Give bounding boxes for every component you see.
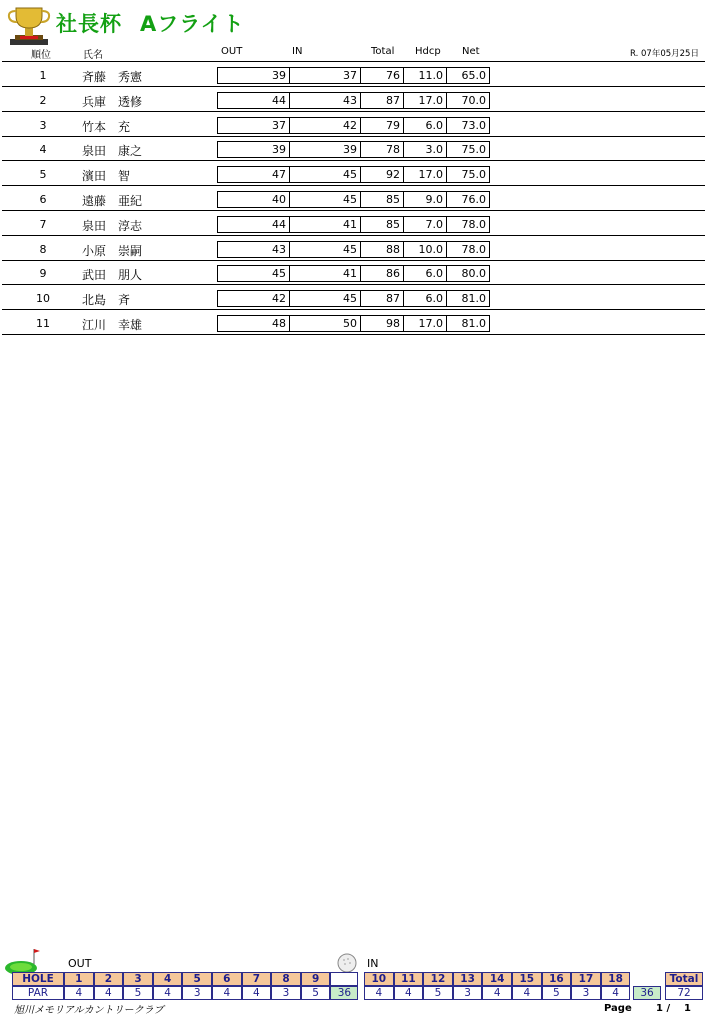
rank-cell: 4 (39, 143, 47, 157)
hdcp-cell: 6.0 (403, 117, 447, 134)
net-cell: 78.0 (446, 216, 490, 233)
result-row (0, 260, 715, 285)
par-value-cell: 4 (601, 986, 631, 1000)
hdcp-cell: 17.0 (403, 166, 447, 183)
rank-cell: 11 (36, 317, 50, 330)
col-net: Net (462, 46, 480, 57)
col-hdcp: Hdcp (415, 46, 441, 57)
rank-cell: 8 (39, 242, 47, 256)
result-row (0, 136, 715, 161)
net-cell: 81.0 (446, 315, 490, 332)
par-value-cell: 4 (242, 986, 272, 1000)
par-value-cell: 4 (212, 986, 242, 1000)
hole-number-cell: 8 (271, 972, 301, 986)
player-name-cell: 北島 斉 (82, 293, 131, 308)
hole-number-cell: 15 (512, 972, 542, 986)
par-value-cell: 5 (123, 986, 153, 1000)
rank-cell: 6 (39, 193, 47, 206)
page-total: 1 (684, 1003, 692, 1014)
total-cell: 86 (360, 265, 404, 282)
par-value-cell: 3 (571, 986, 601, 1000)
par-value-cell: 4 (364, 986, 394, 1000)
result-row (0, 161, 715, 186)
player-name-cell: 江川 幸雄 (82, 318, 143, 332)
row-divider (2, 334, 705, 335)
player-name-cell: 泉田 康之 (82, 144, 143, 159)
page-current: 1 (656, 1003, 663, 1014)
report-date: R. 07年05月25日 (630, 49, 699, 59)
result-row (0, 87, 715, 112)
col-total: Total (371, 46, 395, 57)
hole-number-cell: 14 (482, 972, 512, 986)
in-cell: 41 (289, 265, 361, 282)
player-name-cell: 竹本 充 (82, 119, 131, 134)
total-cell: 87 (360, 92, 404, 109)
column-headers (0, 46, 715, 60)
net-cell: 76.0 (446, 191, 490, 208)
report-header (0, 0, 715, 44)
rank-cell: 9 (39, 267, 47, 281)
par-value-cell: 4 (394, 986, 424, 1000)
out-cell: 39 (217, 67, 290, 84)
par-value-cell: 4 (512, 986, 542, 1000)
hdcp-cell: 9.0 (403, 191, 447, 208)
result-row (0, 236, 715, 261)
total-cell: 88 (360, 241, 404, 258)
out-cell: 39 (217, 141, 290, 158)
rank-cell: 5 (39, 168, 47, 182)
in-cell: 42 (289, 117, 361, 134)
hole-number-cell: 4 (153, 972, 183, 986)
out-cell: 37 (217, 117, 290, 134)
rank-cell: 2 (39, 93, 47, 107)
rank-cell: 1 (39, 69, 47, 82)
col-rank: 順位 (31, 50, 51, 61)
out-cell: 45 (217, 265, 290, 282)
hole-number-cell: 9 (301, 972, 331, 986)
hdcp-cell: 3.0 (403, 141, 447, 158)
total-cell: 85 (360, 216, 404, 233)
net-cell: 80.0 (446, 265, 490, 282)
player-name-cell: 遠藤 亜紀 (82, 194, 143, 208)
in-par-sum-cell: 36 (633, 986, 661, 1000)
par-value-cell: 5 (542, 986, 572, 1000)
in-cell: 45 (289, 241, 361, 258)
page-separator: / (666, 1003, 671, 1014)
total-cell: 92 (360, 166, 404, 183)
par-value-cell: 4 (64, 986, 94, 1000)
out-cell: 40 (217, 191, 290, 208)
scorecard-footer (0, 940, 715, 1024)
title-flight: Aフライト (140, 12, 245, 36)
club-name: 旭川メモリアルカントリークラブ (14, 1005, 164, 1016)
result-row (0, 186, 715, 211)
out-cell: 43 (217, 241, 290, 258)
par-value-cell: 3 (182, 986, 212, 1000)
hole-number-cell: 11 (394, 972, 424, 986)
par-value-cell: 5 (301, 986, 331, 1000)
player-name-cell: 濱田 智 (82, 169, 131, 184)
hdcp-cell: 6.0 (403, 290, 447, 307)
out-cell: 44 (217, 92, 290, 109)
net-cell: 81.0 (446, 290, 490, 307)
hole-number-cell: 1 (64, 972, 94, 986)
in-cell: 39 (289, 141, 361, 158)
out-cell: 48 (217, 315, 290, 332)
hdcp-cell: 7.0 (403, 216, 447, 233)
result-row (0, 285, 715, 310)
hdcp-cell: 17.0 (403, 315, 447, 332)
out-par-sum-cell: 36 (330, 986, 358, 1000)
total-cell: 78 (360, 141, 404, 158)
par-value-cell: 3 (453, 986, 483, 1000)
result-row (0, 112, 715, 137)
out-cell: 47 (217, 166, 290, 183)
in-cell: 43 (289, 92, 361, 109)
par-value-cell: 5 (423, 986, 453, 1000)
par-value-cell: 4 (94, 986, 124, 1000)
in-cell: 50 (289, 315, 361, 332)
player-name-cell: 斉藤 秀憲 (82, 70, 143, 84)
rank-cell: 7 (39, 217, 47, 231)
in-cell: 37 (289, 67, 361, 84)
player-name-cell: 兵庫 透修 (82, 94, 143, 109)
total-cell: 98 (360, 315, 404, 332)
total-cell: 79 (360, 117, 404, 134)
net-cell: 75.0 (446, 166, 490, 183)
hdcp-cell: 6.0 (403, 265, 447, 282)
in-cell: 41 (289, 216, 361, 233)
rank-cell: 3 (39, 118, 47, 132)
player-name-cell: 小原 崇嗣 (82, 243, 143, 258)
total-cell: 85 (360, 191, 404, 208)
title-main: 社長杯 (56, 12, 122, 36)
hole-number-cell: 2 (94, 972, 124, 986)
player-name-cell: 武田 朋人 (82, 268, 143, 283)
in-cell: 45 (289, 166, 361, 183)
hole-label-cell: HOLE (12, 972, 64, 986)
net-cell: 73.0 (446, 117, 490, 134)
col-name: 氏名 (83, 50, 103, 61)
hole-number-cell: 13 (453, 972, 483, 986)
hdcp-cell: 10.0 (403, 241, 447, 258)
hole-number-cell: 6 (212, 972, 242, 986)
in-cell: 45 (289, 191, 361, 208)
out-cell: 44 (217, 216, 290, 233)
out-cell: 42 (217, 290, 290, 307)
trophy-icon (6, 6, 52, 46)
hole-number-cell: 17 (571, 972, 601, 986)
result-row (0, 211, 715, 236)
rank-cell: 10 (36, 292, 50, 306)
result-row (0, 62, 715, 87)
total-cell: 76 (360, 67, 404, 84)
net-cell: 75.0 (446, 141, 490, 158)
in-cell: 45 (289, 290, 361, 307)
par-value-cell: 3 (271, 986, 301, 1000)
hole-number-cell: 10 (364, 972, 394, 986)
par-value-cell: 4 (482, 986, 512, 1000)
net-cell: 78.0 (446, 241, 490, 258)
par-label-cell: PAR (12, 986, 64, 1000)
out-sum-header-cell (330, 972, 358, 986)
hdcp-cell: 11.0 (403, 67, 447, 84)
hole-number-cell: 5 (182, 972, 212, 986)
par-value-cell: 4 (153, 986, 183, 1000)
col-out: OUT (221, 46, 243, 57)
hole-number-cell: 12 (423, 972, 453, 986)
player-name-cell: 泉田 淳志 (82, 218, 143, 233)
total-cell: 87 (360, 290, 404, 307)
result-row (0, 310, 715, 335)
total-par-cell: 72 (665, 986, 703, 1000)
hole-number-cell: 16 (542, 972, 572, 986)
hole-number-cell: 18 (601, 972, 631, 986)
total-label-cell: Total (665, 972, 703, 986)
in-label: IN (367, 957, 379, 970)
col-in: IN (292, 46, 303, 57)
out-label: OUT (68, 957, 92, 970)
page-label: Page (604, 1003, 632, 1014)
hdcp-cell: 17.0 (403, 92, 447, 109)
hole-number-cell: 7 (242, 972, 272, 986)
hole-number-cell: 3 (123, 972, 153, 986)
net-cell: 65.0 (446, 67, 490, 84)
page-number (656, 1003, 691, 1014)
page-title (56, 8, 245, 38)
net-cell: 70.0 (446, 92, 490, 109)
